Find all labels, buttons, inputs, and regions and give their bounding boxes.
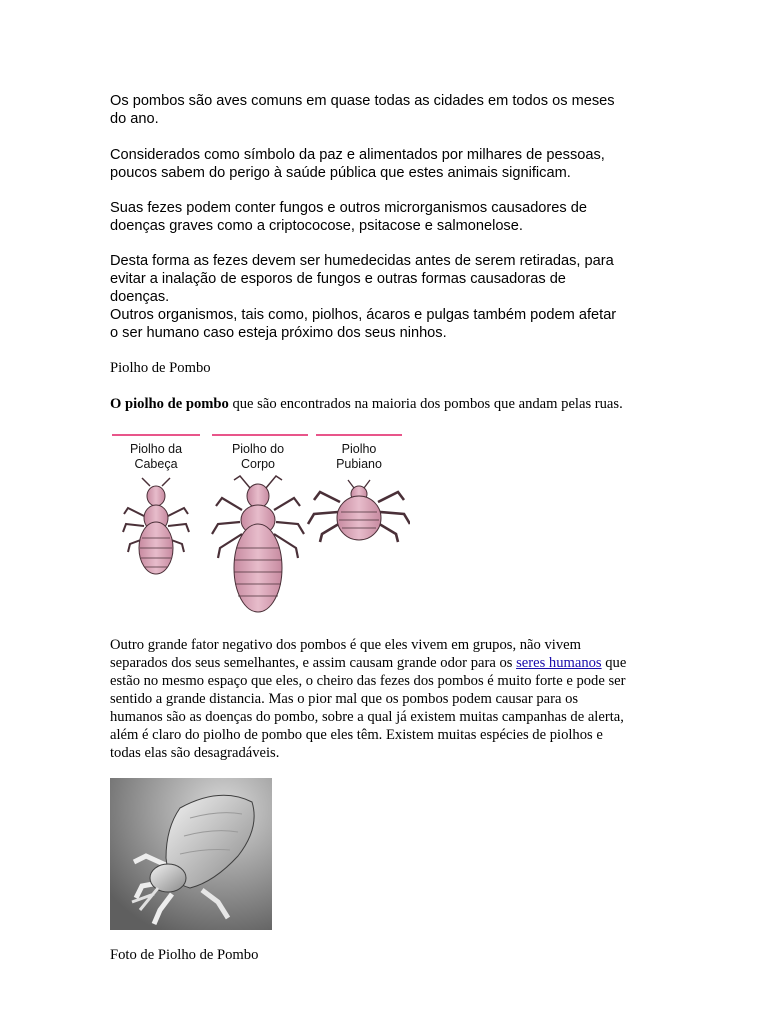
text-line-with-link xyxy=(110,654,710,672)
photo-caption: Foto de Piolho de Pombo xyxy=(110,947,259,963)
text-line: Desta forma as fezes devem ser humedecidas antes de serem retiradas, para xyxy=(110,253,614,269)
head-louse-icon xyxy=(123,478,189,574)
text-line: doenças graves como a criptococose, psitacose e salmonelose. xyxy=(110,218,523,234)
paragraph-pombos-comuns xyxy=(110,92,670,128)
text-line: além é claro do piolho de pombo que eles têm. Existem muitas espécies de piolhos e xyxy=(110,727,603,743)
caption-rule xyxy=(112,434,200,436)
caption-body-louse-line1: Piolho do xyxy=(231,442,285,456)
intro-text: que são encontrados na maioria dos pombos que andam pelas ruas. xyxy=(228,396,623,412)
caption-head-louse-line2: Cabeça xyxy=(134,457,178,471)
text-line: Os pombos são aves comuns em quase todas as cidades em todos os meses xyxy=(110,93,615,109)
text-line: sentido a grande distancia. Mas o pior mal que os pombos podem causar para os xyxy=(110,691,579,707)
text-line: estão no mesmo espaço que eles, o cheiro das fezes dos pombos é muito forte e pode ser xyxy=(110,673,626,689)
paragraph-simbolo-paz xyxy=(110,146,670,182)
caption-body-louse-line2: Corpo xyxy=(240,457,276,471)
caption-rule xyxy=(316,434,402,436)
section-title: Piolho de Pombo xyxy=(110,360,211,376)
text-line: humanos são as doenças do pombo, sobre a qual já existem muitas campanhas de alerta, xyxy=(110,709,624,725)
intro-bold-term: O piolho de pombo xyxy=(110,396,229,412)
paragraph-humedecidas xyxy=(110,252,670,342)
caption-pubic-louse-line2: Pubiano xyxy=(336,457,382,471)
text-line: Outro grande fator negativo dos pombos é que eles vivem em grupos, não vivem xyxy=(110,637,581,653)
text-line: todas elas são desagradáveis. xyxy=(110,745,280,761)
louse-micrograph-icon xyxy=(110,778,272,930)
caption-head-louse-line1: Piolho da xyxy=(129,442,183,456)
caption-pubic-louse-line1: Piolho xyxy=(341,442,377,456)
text-line: doenças. xyxy=(110,289,170,305)
text-line: do ano. xyxy=(110,111,159,127)
text-line: Suas fezes podem conter fungos e outros microrganismos causadores de xyxy=(110,200,587,216)
text-line: o ser humano caso esteja próximo dos seus ninhos. xyxy=(110,325,447,341)
caption-rule xyxy=(212,434,308,436)
lice-types-figure xyxy=(110,428,410,620)
text-line: poucos sabem do perigo à saúde pública que estes animais significam. xyxy=(110,165,571,181)
text-fragment: que xyxy=(601,655,627,671)
louse-photo xyxy=(110,778,272,930)
text-line: evitar a inalação de esporos de fungos e outras formas causadoras de xyxy=(110,271,566,287)
body-louse-icon xyxy=(212,476,304,612)
intro-paragraph xyxy=(110,395,710,413)
negative-factor-paragraph xyxy=(110,636,710,762)
text-fragment: separados dos seus semelhantes, e assim causam grande odor para os xyxy=(110,655,517,671)
paragraph-fezes-fungos xyxy=(110,199,670,235)
seres-humanos-link[interactable]: seres humanos xyxy=(516,655,602,671)
text-line: Outros organismos, tais como, piolhos, ácaros e pulgas também podem afetar xyxy=(110,307,617,323)
text-line: Considerados como símbolo da paz e alimentados por milhares de pessoas, xyxy=(110,147,605,163)
pubic-louse-icon xyxy=(308,480,410,542)
